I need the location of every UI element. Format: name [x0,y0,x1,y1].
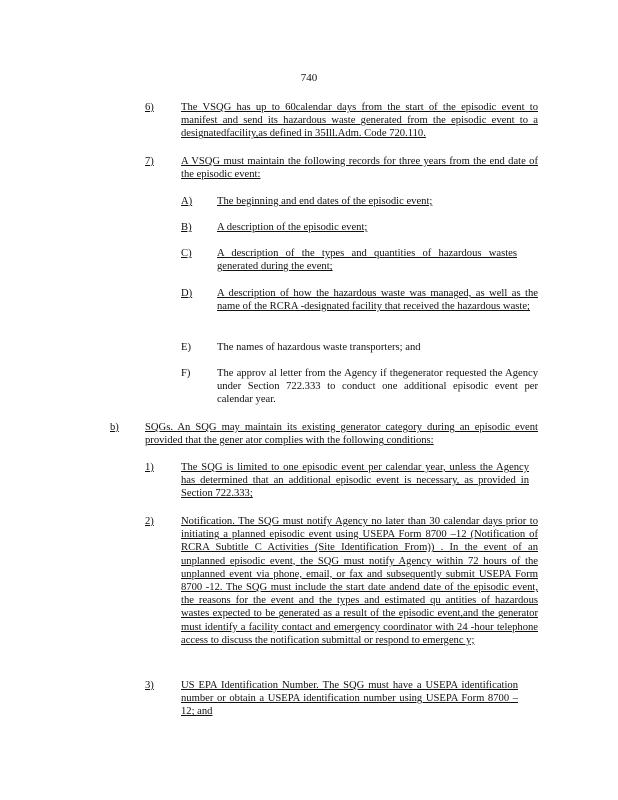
item-label: F) [181,368,191,379]
item-label: 2) [145,516,154,527]
page-number: 740 [300,72,318,84]
item-text: The names of hazardous waste transporters; and [217,342,421,353]
item-text: US EPA Identification Number. The SQG must have a USEPA identification number or obtain a USEPA identification number using USEPA Form 8700 –12; and [181,680,518,718]
item-label: b) [110,422,119,433]
item-label: 1) [145,462,154,473]
item-label: E) [181,342,191,353]
item-text: A VSQG must maintain the following records for three years from the end date of the episodic event: [181,156,538,181]
item-label: B) [181,222,192,233]
item-text: A description of how the hazardous waste was managed, as well as the name of the RCRA -designated facility that received the hazardous waste; [217,288,538,313]
item-label: 6) [145,102,154,113]
item-text: The SQG is limited to one episodic event per calendar year, unless the Agency has determined that an additional episodic event is necessary, as provided in Section 722.333; [181,462,529,500]
item-label: 7) [145,156,154,167]
item-label: 3) [145,680,154,691]
item-text: The approv al letter from the Agency if thegenerator requested the Agency under Section 722.333 to conduct one additional episodic event per calendar year. [217,368,538,406]
item-text: A description of the types and quantities of hazardous wastes generated during the event; [217,248,517,273]
item-label: A) [181,196,193,207]
item-label: D) [181,288,193,299]
item-label: C) [181,248,192,259]
item-text: The beginning and end dates of the episodic event; [217,196,433,207]
item-text: A description of the episodic event; [217,222,368,233]
item-text: Notification. The SQG must notify Agency no later than 30 calendar days prior to initiating a planned episodic event using USEPA Form 8700 –12 (Notification of RCRA Subtitle C Activities (Site Identification From)) . In the event of an unplanned episodic event, the SQG must notify Agency within 72 hours of the unplanned event via phone, email, or fax and subsequently submit USEPA Form 8700 -12. The SQG must include the start date andend date of the episodic event, the reasons for the event and the types and estimated qu antities of hazardous wastes expected to be generated as a result of the episodic event,and the generator must identify a facility contact and emergency coordinator with 24 -hour telephone access to discuss the notification submittal or respond to emergenc y; [181,516,538,646]
item-text: The VSQG has up to 60calendar days from the start of the episodic event to manifest and send its hazardous waste generated from the episodic event to a designatedfacility,as defined in 35Ill.Adm. Code 720.110. [181,102,538,140]
item-text: SQGs. An SQG may maintain its existing generator category during an episodic event provided that the gener ator complies with the following conditions: [145,422,538,447]
